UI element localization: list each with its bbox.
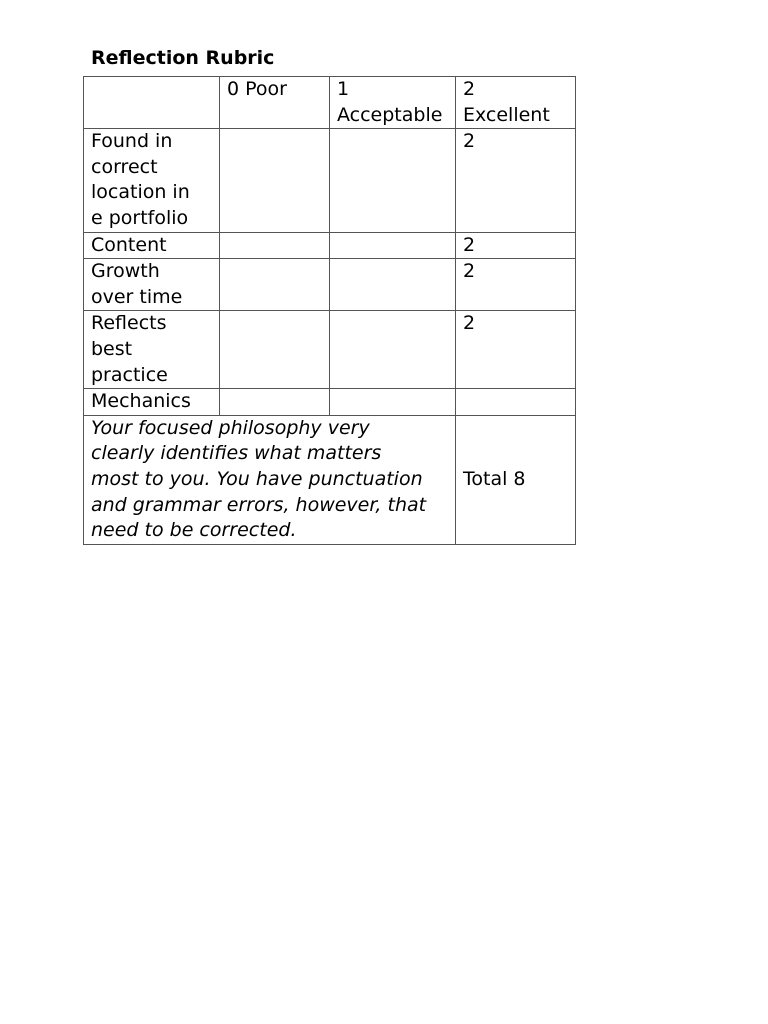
criterion-cell (84, 389, 220, 416)
header-acceptable-label: Acceptable (337, 103, 443, 126)
poor-score-cell (220, 129, 330, 232)
acceptable-score-cell (330, 389, 456, 416)
header-excellent-label: Excellent (463, 103, 550, 126)
criterion-cell (84, 129, 220, 232)
criterion-line: over time (91, 285, 183, 308)
criterion-line: correct (91, 155, 158, 178)
comment-row (84, 415, 576, 544)
criterion-line: Found in (91, 130, 173, 153)
rubric-table (83, 76, 576, 545)
excellent-score-cell (456, 389, 576, 416)
excellent-score-cell: 2 (456, 259, 576, 311)
poor-score-cell (220, 259, 330, 311)
header-acceptable-score: 1 (337, 78, 350, 100)
comment-line: need to be corrected. (91, 519, 297, 542)
header-excellent-score: 2 (463, 78, 476, 100)
comment-line: and grammar errors, however, that (91, 493, 427, 516)
criterion-line: e portfolio (91, 206, 189, 229)
header-row (84, 77, 576, 129)
criterion-cell (84, 311, 220, 389)
table-row (84, 259, 576, 311)
criterion-line: Growth (91, 260, 160, 283)
table-row (84, 232, 576, 259)
feedback-comment-cell (84, 415, 456, 544)
acceptable-score-cell (330, 232, 456, 259)
table-row (84, 129, 576, 232)
total-score-cell: Total 8 (456, 415, 576, 544)
comment-line: most to you. You have punctuation (91, 467, 423, 490)
poor-score-cell (220, 232, 330, 259)
excellent-score-cell: 2 (456, 311, 576, 389)
poor-score-cell (220, 311, 330, 389)
excellent-score-cell: 2 (456, 232, 576, 259)
header-poor-label: 0 Poor (227, 78, 287, 100)
comment-line: clearly identifies what matters (91, 442, 382, 465)
criterion-line: Content (91, 233, 167, 256)
header-blank-cell (84, 77, 220, 129)
rubric-title: Reflection Rubric (91, 47, 275, 69)
header-excellent-cell (456, 77, 576, 129)
poor-score-cell (220, 389, 330, 416)
header-acceptable-cell (330, 77, 456, 129)
table-row (84, 389, 576, 416)
comment-line: Your focused philosophy very (91, 416, 370, 439)
table-row (84, 311, 576, 389)
criterion-line: Reflects (91, 312, 167, 335)
criterion-line: best (91, 337, 133, 360)
criterion-line: practice (91, 363, 168, 386)
header-poor-cell (220, 77, 330, 129)
acceptable-score-cell (330, 311, 456, 389)
criterion-line: location in (91, 181, 190, 204)
criterion-line: Mechanics (91, 390, 191, 413)
criterion-cell (84, 259, 220, 311)
criterion-cell (84, 232, 220, 259)
acceptable-score-cell (330, 129, 456, 232)
excellent-score-cell: 2 (456, 129, 576, 232)
acceptable-score-cell (330, 259, 456, 311)
